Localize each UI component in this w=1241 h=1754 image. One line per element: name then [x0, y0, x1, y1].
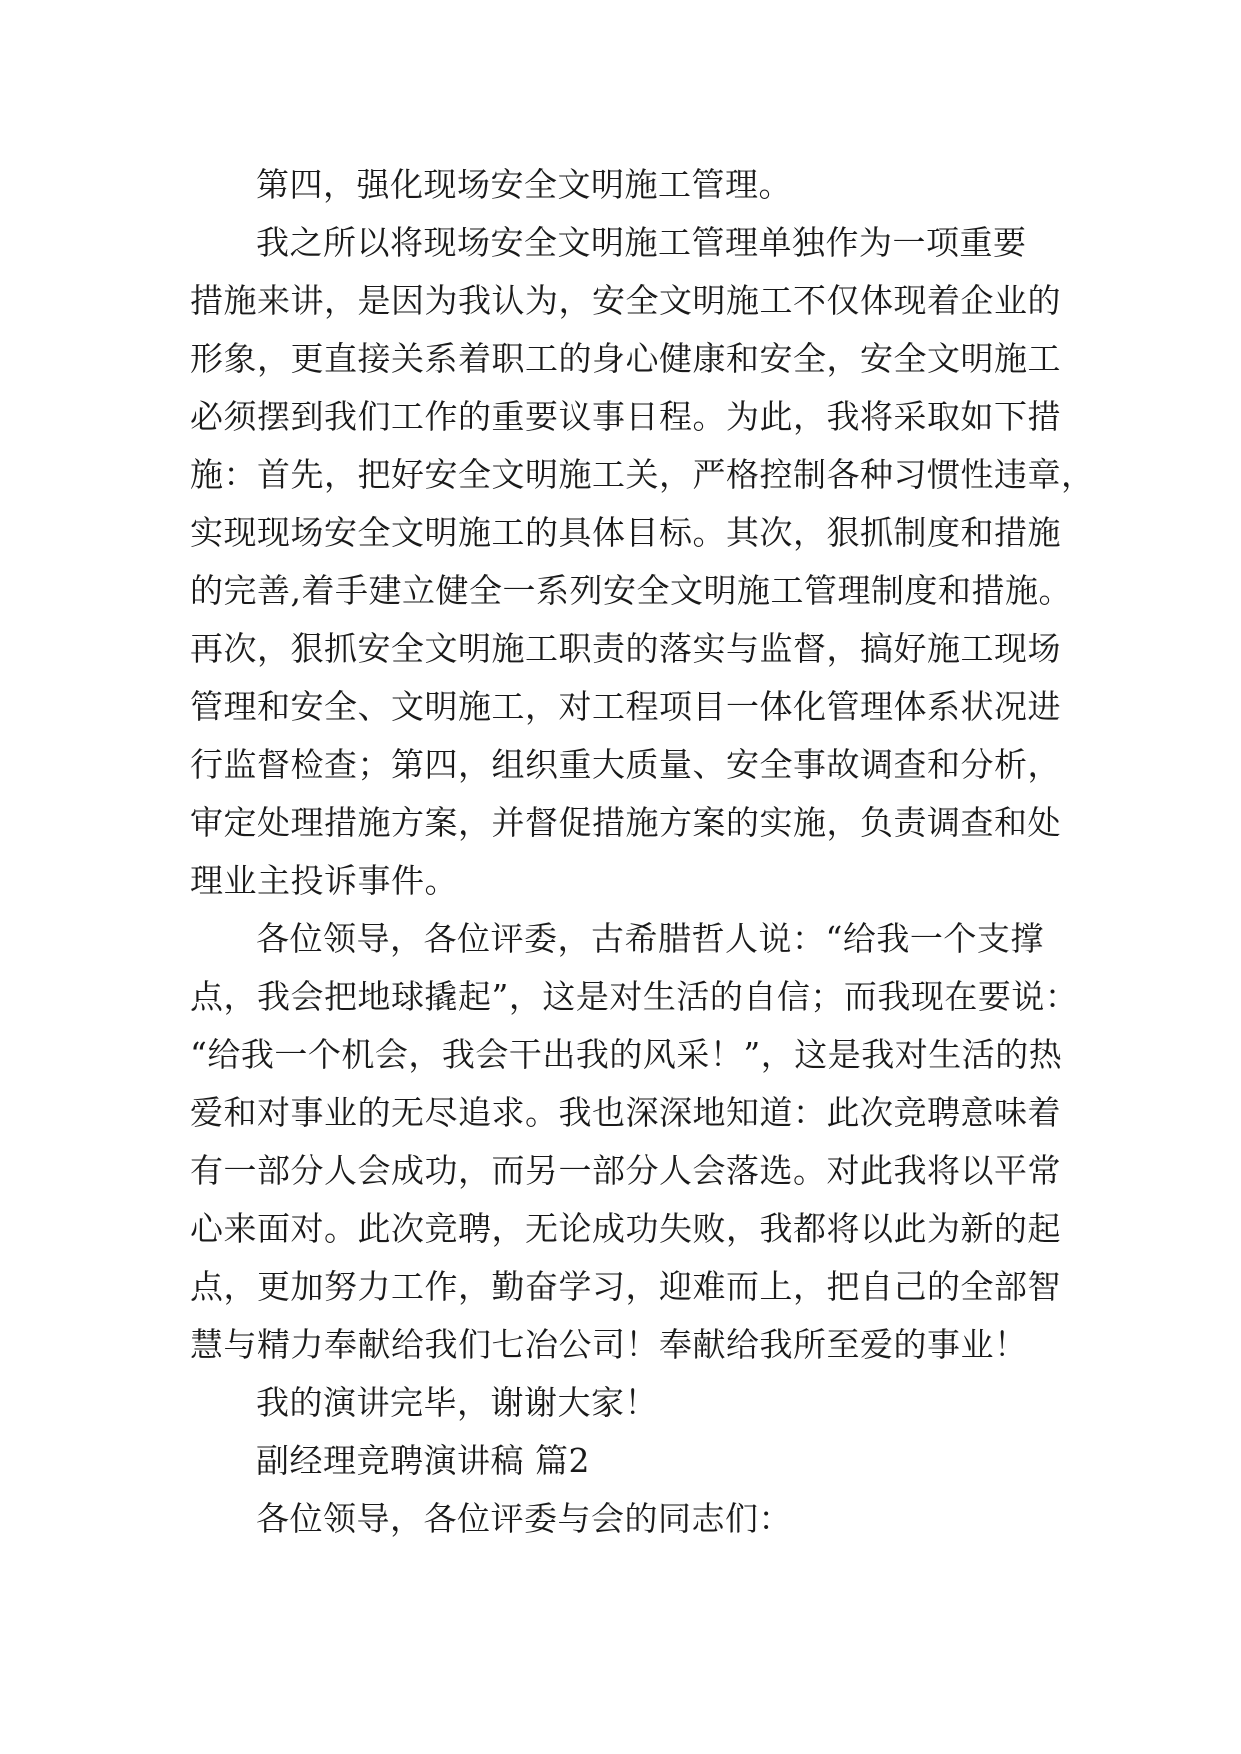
text-line: 的完善,着手建立健全一系列安全文明施工管理制度和措施。	[190, 571, 1072, 610]
text-line: 理业主投诉事件。	[190, 861, 458, 900]
text-line: 慧与精力奉献给我们七冶公司！奉献给我所至爱的事业！	[190, 1325, 1028, 1364]
text-line: 各位领导，各位评委与会的同志们：	[256, 1499, 792, 1538]
text-line: 再次，狠抓安全文明施工职责的落实与监督，搞好施工现场	[190, 629, 1061, 668]
text-line: 有一部分人会成功，而另一部分人会落选。对此我将以平常	[190, 1151, 1061, 1190]
text-line: 爱和对事业的无尽追求。我也深深地知道：此次竞聘意味着	[190, 1093, 1061, 1132]
text-line: 点，我会把地球撬起”，这是对生活的自信；而我现在要说：	[190, 977, 1079, 1016]
text-line: 第四，强化现场安全文明施工管理。	[256, 165, 792, 204]
text-line: 施：首先，把好安全文明施工关，严格控制各种习惯性违章，	[190, 455, 1095, 494]
text-line: 措施来讲，是因为我认为，安全文明施工不仅体现着企业的	[190, 281, 1061, 320]
text-line: 我之所以将现场安全文明施工管理单独作为一项重要	[256, 223, 1027, 262]
text-line: 形象，更直接关系着职工的身心健康和安全，安全文明施工	[190, 339, 1061, 378]
text-line: “给我一个机会，我会干出我的风采！”，这是我对生活的热	[190, 1035, 1063, 1074]
text-line: 副经理竞聘演讲稿 篇2	[256, 1441, 590, 1480]
text-line: 必须摆到我们工作的重要议事日程。为此，我将采取如下措	[190, 397, 1061, 436]
text-line: 审定处理措施方案，并督促措施方案的实施，负责调查和处	[190, 803, 1061, 842]
text-line: 管理和安全、文明施工，对工程项目一体化管理体系状况进	[190, 687, 1061, 726]
text-line: 各位领导，各位评委，古希腊哲人说：“给我一个支撑	[256, 919, 1044, 958]
document-body	[190, 156, 1095, 1548]
text-line: 实现现场安全文明施工的具体目标。其次，狠抓制度和措施	[190, 513, 1061, 552]
text-line: 心来面对。此次竞聘，无论成功失败，我都将以此为新的起	[190, 1209, 1061, 1248]
text-line: 点，更加努力工作，勤奋学习，迎难而上，把自己的全部智	[190, 1267, 1061, 1306]
text-line: 行监督检查；第四，组织重大质量、安全事故调查和分析，	[190, 745, 1061, 784]
text-line: 我的演讲完毕，谢谢大家！	[256, 1383, 658, 1422]
